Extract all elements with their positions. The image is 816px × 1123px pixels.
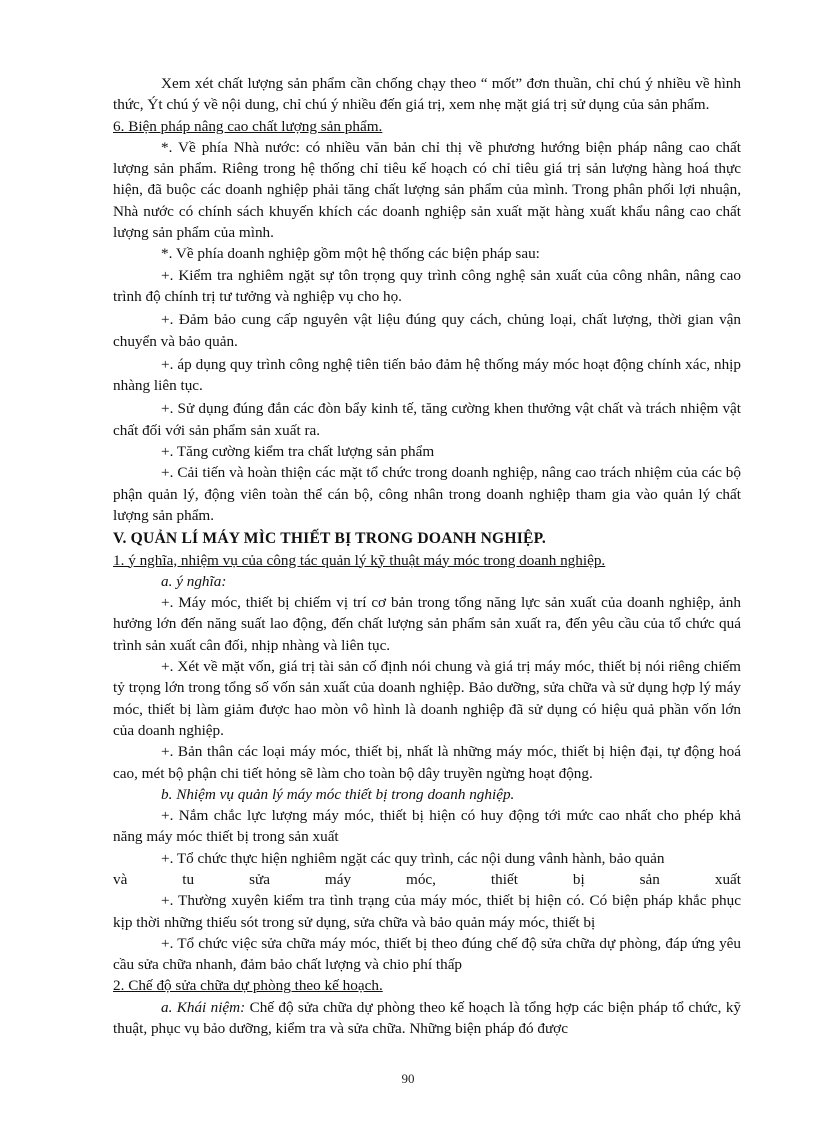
bullet-item: +. Tổ chức thực hiện nghiêm ngặt các quy trình, các nội dung vânh hành, bảo quản bbox=[161, 849, 665, 867]
bullet-item: +. Tăng cường kiểm tra chất lượng sản phẩm bbox=[161, 443, 435, 461]
definition-text: Chế độ sửa chữa dự phòng theo kế hoạch là tổng hợp các biện pháp tổ chức, kỹ thuật, phục vụ bảo dưỡng, kiểm tra và sửa chữa. Những biện pháp đó được bbox=[113, 998, 742, 1038]
section-heading-text: 2. Chế độ sửa chữa dự phòng theo kế hoạch. bbox=[113, 977, 383, 995]
section-heading bbox=[113, 975, 741, 996]
subsection-heading: a. ý nghĩa: bbox=[161, 572, 227, 590]
section-heading-text: 6. Biện pháp nâng cao chất lượng sản phẩm. bbox=[113, 117, 383, 135]
paragraph: *. Về phía Nhà nước: có nhiều văn bản chỉ thị về phương hướng biện pháp nâng cao chất lượng sản phẩm. Riêng trong hệ thống chỉ tiêu kế hoạch có chỉ tiêu giá trị sản lượng hàng hoá thực hiện, đã buộc các doanh nghiệp phải tăng chất lượng sản phẩm của mình. Trong phân phối lợi nhuận, Nhà nước có chính sách khuyến khích các doanh nghiệp sản xuất mặt hàng xuất khẩu nâng cao chất lượng sản phẩm của mình. bbox=[113, 138, 741, 242]
subsection-heading: b. Nhiệm vụ quản lý máy móc thiết bị trong doanh nghiệp. bbox=[161, 785, 515, 803]
definition-label: a. Khái niệm: bbox=[161, 998, 246, 1016]
spread-line: và tu sửa máy móc, thiết bị sản xuất bbox=[113, 870, 741, 888]
section-heading-text: 1. ý nghĩa, nhiệm vụ của công tác quản lý kỹ thuật máy móc trong doanh nghiệp. bbox=[113, 551, 606, 569]
bullet-item: +. Thường xuyên kiểm tra tình trạng của máy móc, thiết bị hiện có. Có biện pháp khắc phục kịp thời những thiếu sót trong sử dụng, sửa chữa và bảo quản máy móc, thiết bị bbox=[113, 892, 741, 931]
bullet-item: +. Kiểm tra nghiêm ngặt sự tôn trọng quy trình công nghệ sản xuất của công nhân, nâng cao trình độ chính trị tư tưởng và nghiệp vụ cho họ. bbox=[113, 266, 741, 305]
page-body bbox=[113, 73, 741, 1039]
bullet-item: +. áp dụng quy trình công nghệ tiên tiến bảo đảm hệ thống máy móc hoạt động chính xác, nhịp nhàng liên tục. bbox=[113, 355, 741, 395]
bullet-item: +. Xét về mặt vốn, giá trị tài sản cố định nói chung và giá trị máy móc, thiết bị nói riêng chiếm tỷ trọng lớn trong tổng số vốn sản xuất của doanh nghiệp. Bảo dưỡng, sửa chữa và sử dụng hợp lý máy móc, thiết bị làm giảm được hao mòn vô hình là doanh nghiệp đã sử dụng có hiệu quả phần vốn lớn của doanh nghiệp. bbox=[113, 658, 741, 739]
section-heading bbox=[113, 116, 741, 137]
bullet-item: +. Tổ chức việc sửa chữa máy móc, thiết bị theo đúng chế độ sửa chữa dự phòng, đáp ứng yêu cầu sửa chữa nhanh, đảm bảo chất lượng và chio phí thấp bbox=[113, 934, 741, 974]
bullet-item: +. Cải tiến và hoàn thiện các mặt tổ chức trong doanh nghiệp, nâng cao trách nhiệm của các bộ phận quản lý, động viên toàn thể cán bộ, công nhân trong doanh nghiệp tham gia vào quản lý chất lượng sản phẩm. bbox=[113, 464, 741, 524]
paragraph: *. Về phía doanh nghiệp gồm một hệ thống các biện pháp sau: bbox=[161, 245, 540, 263]
page-number: 90 bbox=[401, 1071, 415, 1086]
bullet-item: +. Đảm bảo cung cấp nguyên vật liệu đúng quy cách, chủng loại, chất lượng, thời gian vận chuyển và bảo quản. bbox=[113, 311, 741, 350]
paragraph bbox=[113, 997, 741, 1040]
section-heading bbox=[113, 550, 741, 571]
paragraph: Xem xét chất lượng sản phẩm cần chống chạy theo “ mốt” đơn thuần, chỉ chú ý nhiều về hình thức, Ýt chú ý về nội dung, chỉ chú ý nhiều đến giá trị, xem nhẹ mặt giá trị sử dụng của sản phẩm. bbox=[113, 75, 741, 114]
bullet-item: +. Nắm chắc lực lượng máy móc, thiết bị hiện có huy động tới mức cao nhất cho phép khả năng máy móc thiết bị trong sản xuất bbox=[113, 807, 741, 846]
chapter-heading: V. QUẢN LÍ MÁY MÌC THIẾT BỊ TRONG DOANH NGHIỆP. bbox=[113, 530, 546, 548]
bullet-item: +. Máy móc, thiết bị chiếm vị trí cơ bản trong tổng năng lực sản xuất của doanh nghiệp, ảnh hưởng lớn đến năng suất lao động, đến chất lượng sản phẩm sản xuất ra, đến yêu cầu của tổ chức quá trình sản xuất cân đối, nhịp nhàng và liên tục. bbox=[113, 594, 741, 654]
bullet-item: +. Bản thân các loại máy móc, thiết bị, nhất là những máy móc, thiết bị hiện đại, tự động hoá cao, mét bộ phận chi tiết hỏng sẽ làm cho toàn bộ dây truyền ngừng hoạt động. bbox=[113, 743, 741, 782]
bullet-item: +. Sử dụng đúng đắn các đòn bẩy kinh tế, tăng cường khen thưởng vật chất và trách nhiệm vật chất đối với sản phẩm sản xuất ra. bbox=[113, 400, 741, 439]
